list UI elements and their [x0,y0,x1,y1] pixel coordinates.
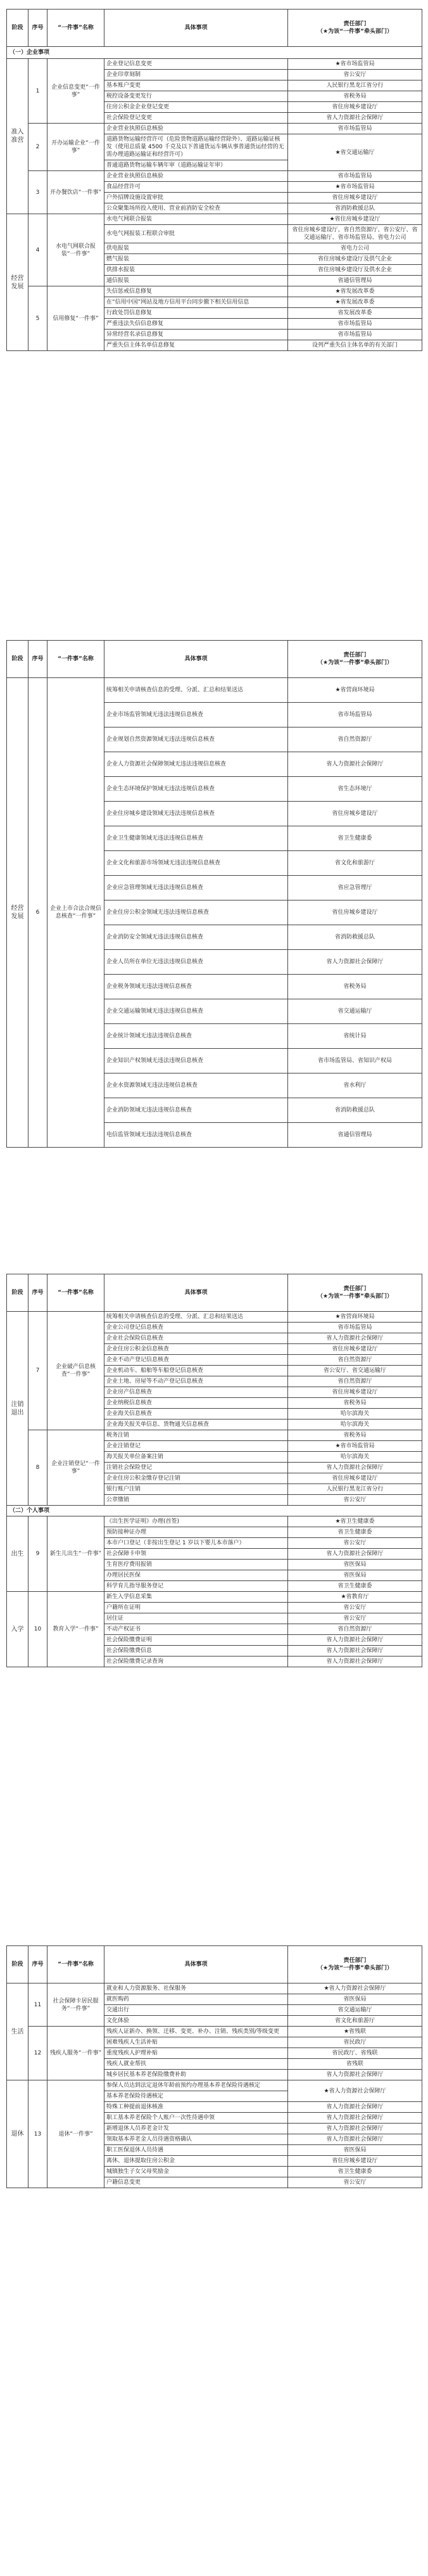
header-stage: 阶段 [7,1274,28,1312]
page-4 [6,1945,422,2188]
item-cell: 残疾人就业帮扶 [104,2059,288,2070]
item-cell: 社会保险缴费证明 [104,1635,288,1646]
item-cell: 社会保险登记变更 [104,113,288,124]
services-table-part-1 [6,9,422,351]
header-event: “一件事”名称 [47,10,104,47]
event-name: 水电气网联合报装“一件事” [47,214,104,286]
dept-cell: 省自然资源厅 [288,727,422,752]
page-2 [6,640,422,1148]
dept-cell: 省电力公司 [288,243,422,254]
table-header-row [7,641,422,678]
table-row [7,1516,422,1527]
item-cell: 税控设备变更发行 [104,91,288,102]
item-cell: 在“信用中国”网站及地方信用平台同步撤下相关信用信息 [104,297,288,308]
dept-cell: ★省市场监管局 [288,182,422,193]
item-cell: 异常经营名录信息修复 [104,330,288,340]
item-cell: 失信惩戒信息修复 [104,286,288,297]
item-cell: 企业统计领域无违法违规信息核查 [104,1024,288,1049]
event-name: 社会保障卡居民服务“一件事” [47,1983,104,2027]
table-row [7,286,422,297]
header-dept [288,641,422,678]
item-cell: 严重失信主体名单信息修复 [104,340,288,351]
dept-cell: 省医保局 [288,2145,422,2156]
dept-cell: 省自然资源厅 [288,1624,422,1635]
dept-cell: 省住房城乡建设厅及供水企业 [288,265,422,276]
item-cell: 企业市场监管领域无违法违规信息核查 [104,703,288,727]
dept-cell: 省公安厅 [288,1613,422,1624]
header-dept-title: 责任部门 [343,21,367,27]
item-cell: 社会保险缴费记录查询 [104,1656,288,1667]
dept-cell: 省住房城乡建设厅 [288,802,422,826]
item-cell: 生育医疗费用报销 [104,1560,288,1570]
item-cell: 科学育儿指导服务登记 [104,1581,288,1592]
table-row [7,2080,422,2091]
dept-cell: 省消防救援总队 [288,1098,422,1123]
item-cell: 企业文化和旅游市场领域无违法违规信息核查 [104,851,288,876]
item-cell: 企业登记信息变更 [104,59,288,70]
dept-cell: 省自然资源厅 [288,1355,422,1366]
item-cell: 企业知识产权领域无违法违规信息核查 [104,1049,288,1073]
item-cell: 食品经营许可 [104,182,288,193]
dept-cell: 省通信管理局 [288,1123,422,1148]
dept-cell: 省市场监管局、省知识产权局 [288,1049,422,1073]
item-cell: 统筹相关申请核查信息的受理、分派、汇总和结果送达 [104,678,288,703]
dept-cell: 省生态环境厅 [288,777,422,802]
dept-cell: 省民政厅、省残联 [288,2048,422,2059]
item-cell: 城乡居民基本养老保险缴费补助 [104,2070,288,2080]
dept-cell: 省文化和旅游厅 [288,851,422,876]
table-row [7,214,422,225]
event-name: 开办餐饮店“一件事” [47,171,104,214]
item-cell: 供电报装 [104,243,288,254]
item-cell: 新增退休人员养老金计发 [104,2124,288,2134]
stage-cell: 注销退出 [7,1312,28,1506]
dept-cell: 省通信管理局 [288,276,422,286]
item-cell: 燃气报装 [104,254,288,265]
table-row [7,59,422,70]
item-cell: 企业营业执照信息核验 [104,171,288,182]
item-cell: 《出生医学证明》办理(首签) [104,1516,288,1527]
header-stage: 阶段 [7,641,28,678]
dept-cell: ★省发展改革委 [288,286,422,297]
event-num: 9 [28,1516,47,1592]
dept-cell: ★省人力资源社会保障厅 [288,2080,422,2102]
item-cell: 道路货物运输经营许可（危险货物道路运输经营除外）、道路运输证核发（使用总质量 4500 千克及以下普通货运车辆从事普通货运经营的无需办理道路运输证和经营许可） [104,134,288,160]
dept-cell: 省税务局 [288,1430,422,1441]
table-row [7,1592,422,1603]
item-cell: 户籍所在证明 [104,1603,288,1613]
header-event: “一件事”名称 [47,641,104,678]
dept-cell: 省人力资源社会保障厅 [288,2102,422,2113]
header-seq: 序号 [28,10,47,47]
header-dept-title: 责任部门 [343,1286,367,1292]
section-row [7,47,422,59]
item-cell: 通信报装 [104,276,288,286]
dept-cell: 省统计局 [288,1024,422,1049]
dept-cell: 省发展改革委 [288,308,422,319]
table-row [7,171,422,182]
item-cell: 社会保障卡申领 [104,1549,288,1560]
dept-cell: 省消防救援总队 [288,203,422,214]
item-cell: 户籍信息变更 [104,2177,288,2188]
dept-cell: 省市场监管局 [288,124,422,134]
item-cell: 企业海关报关单信息、货物通关信息核查 [104,1419,288,1430]
item-cell: 公章缴销 [104,1495,288,1506]
item-cell: 住房公积金企业登记变更 [104,102,288,113]
dept-cell: 省人力资源社会保障厅 [288,1463,422,1473]
item-cell: 严重违法失信信息修复 [104,319,288,330]
dept-cell: 省市场监管局 [288,703,422,727]
item-cell: 企业住房城乡建设领域无违法违规信息核查 [104,802,288,826]
item-cell: 企业土地、房屋等不动产登记信息核查 [104,1376,288,1387]
item-cell: 企业社会保险信息核查 [104,1333,288,1344]
dept-cell: ★省营商环境局 [288,678,422,703]
item-cell: 企业消防安全领域无违法违规信息核查 [104,925,288,950]
dept-cell: 省住房城乡建设厅 [288,900,422,925]
item-cell: 税务注销 [104,1430,288,1441]
item-cell: 残疾人证新办、换领、迁移、变更、补办、注销、残疾类别/等级变更 [104,2027,288,2037]
page-3 [6,1274,422,1667]
event-name: 信用修复“一件事” [47,286,104,351]
dept-cell: 省住房城乡建设厅 [288,1344,422,1355]
event-num: 6 [28,678,47,1148]
item-cell: 企业住房公积金领域无违法违规信息核查 [104,900,288,925]
item-cell: 领取基本养老金人员待遇资格确认 [104,2134,288,2145]
event-name: 退休“一件事” [47,2080,104,2188]
dept-cell: 省人力资源社会保障厅 [288,1656,422,1667]
item-cell: 预防接种证办理 [104,1527,288,1538]
dept-cell: 省住房城乡建设厅 [288,1387,422,1398]
event-num: 12 [28,2027,47,2080]
event-name: 新生儿出生“一件事” [47,1516,104,1592]
item-cell: 企业人力资源社会保障领域无违法违规信息核查 [104,752,288,777]
dept-cell: ★省人力资源社会保障厅 [288,1983,422,1994]
event-num: 13 [28,2080,47,2188]
dept-cell: ★省发展改革委 [288,297,422,308]
item-cell: 参保人员达到法定退休年龄前预约办理基本养老保险待遇核定 [104,2080,288,2091]
dept-cell: 省人力资源社会保障厅 [288,2134,422,2145]
header-dept-title: 责任部门 [343,652,367,658]
item-cell: 水电气网报装工程联合审批 [104,225,288,243]
item-cell: 不动产权证书 [104,1624,288,1635]
header-seq: 序号 [28,1946,47,1983]
event-num: 1 [28,59,47,124]
item-cell: 基本养老保险待遇核定 [104,2091,288,2102]
dept-cell: 省人力资源社会保障厅 [288,752,422,777]
event-num: 4 [28,214,47,286]
item-cell: 困难残疾人生活补贴 [104,2037,288,2048]
event-num: 2 [28,124,47,171]
item-cell: 行政处罚信息修复 [104,308,288,319]
table-row [7,1312,422,1323]
item-cell: 企业税务领域无违法违规信息核查 [104,975,288,999]
item-cell: 统筹相关申请核查信息的受理、分派、汇总和结果送达 [104,1312,288,1323]
item-cell: 职工医保退休人员待遇 [104,2145,288,2156]
table-row [7,1430,422,1441]
event-name: 教育入学“一件事” [47,1592,104,1667]
header-seq: 序号 [28,1274,47,1312]
item-cell: 基本账户变更 [104,80,288,91]
table-row [7,2027,422,2037]
stage-cell: 准入准营 [7,59,28,214]
item-cell: 企业生态环境保护领域无违法违规信息核查 [104,777,288,802]
item-cell: 水电气网联合报装 [104,214,288,225]
dept-cell: 省民政厅 [288,2037,422,2048]
section-enterprise: （一）企业事项 [7,47,422,59]
item-cell: 企业公司登记信息核查 [104,1323,288,1333]
dept-cell: 省卫生健康委 [288,1581,422,1592]
dept-cell: 省住房城乡建设厅 [288,2156,422,2167]
dept-cell: 省交通运输厅 [288,999,422,1024]
dept-cell: 省公安厅 [288,2177,422,2188]
header-stage: 阶段 [7,1946,28,1983]
dept-cell: 省人力资源社会保障厅 [288,2113,422,2124]
dept-cell: ★省残联 [288,2027,422,2037]
page-1 [6,9,422,351]
dept-cell: 省公安厅 [288,70,422,80]
dept-cell: 省公安厅、省交通运输厅 [288,1366,422,1376]
event-name: 企业信息变更“一件事” [47,59,104,124]
dept-cell: 省医保局 [288,1994,422,2005]
dept-cell: 省税务局 [288,975,422,999]
item-cell: 企业营业执照信息核验 [104,124,288,134]
dept-cell: 人民银行黑龙江省分行 [288,1484,422,1495]
item-cell: 办理居民医保 [104,1570,288,1581]
dept-cell: 省人力资源社会保障厅 [288,2124,422,2134]
services-table-part-4 [6,1945,422,2188]
item-cell: 职工基本养老保险个人账户一次性待遇申领 [104,2113,288,2124]
event-name: 开办运输企业“一件事” [47,124,104,171]
services-table-part-2 [6,640,422,1148]
item-cell: 企业不动产登记信息核查 [104,1355,288,1366]
dept-cell: 省住房城乡建设厅 [288,102,422,113]
item-cell: 特殊工种提前退休核准 [104,2102,288,2113]
dept-cell: 省住房城乡建设厅 [288,1473,422,1484]
item-cell: 企业应急管理领域无违法违规信息核查 [104,876,288,900]
dept-cell: 省自然资源厅 [288,1376,422,1387]
dept-cell: 省市场监管局 [288,171,422,182]
item-cell: 企业规划自然资源领域无违法违规信息核查 [104,727,288,752]
header-dept-note: （★为该“一件事”牵头部门） [317,29,393,35]
table-header-row [7,1946,422,1983]
item-cell: 公众聚集场所投入使用、营业前消防安全检查 [104,203,288,214]
table-header-row [7,10,422,47]
item-cell: 海关报关单位备案注销 [104,1452,288,1463]
item-cell: 户外招牌设施设置审批 [104,193,288,203]
item-cell: 居住证 [104,1613,288,1624]
header-event: “一件事”名称 [47,1274,104,1312]
item-cell: 企业海关信息核查 [104,1409,288,1419]
dept-cell: 省人力资源社会保障厅 [288,950,422,975]
section-row [7,1506,422,1516]
dept-cell: 省住房城乡建设厅及供气企业 [288,254,422,265]
dept-cell: 省医保局 [288,1570,422,1581]
item-cell: 社会保险缴费信息 [104,1646,288,1656]
event-num: 3 [28,171,47,214]
item-cell: 企业交通运输领域无违法违规信息核查 [104,999,288,1024]
stage-cell: 经营发展 [7,214,28,351]
dept-cell: 省市场监管局 [288,1323,422,1333]
dept-cell: 省文化和旅游厅 [288,2016,422,2027]
dept-cell: 哈尔滨海关 [288,1409,422,1419]
dept-cell: 省人力资源社会保障厅 [288,1333,422,1344]
item-cell: 企业水资源领域无违法违规信息核查 [104,1073,288,1098]
event-num: 8 [28,1430,47,1506]
dept-cell: 省住房城乡建设厅 [288,193,422,203]
dept-cell: ★省营商环境局 [288,1312,422,1323]
item-cell: 文化体验 [104,2016,288,2027]
header-item: 具体事项 [104,1946,288,1983]
stage-cell: 入学 [7,1592,28,1667]
header-seq: 序号 [28,641,47,678]
dept-cell: 省卫生健康委 [288,826,422,851]
item-cell: 就医购药 [104,1994,288,2005]
item-cell: 供排水报装 [104,265,288,276]
item-cell: 城镇独生子女父母奖励金 [104,2167,288,2177]
dept-cell: 省公安厅 [288,1495,422,1506]
dept-cell: 设列严重失信主体名单的有关部门 [288,340,422,351]
dept-cell: 省人力资源社会保障厅 [288,113,422,124]
header-dept [288,10,422,47]
header-item: 具体事项 [104,641,288,678]
item-cell: 企业人员所在单位无违法违规信息核查 [104,950,288,975]
dept-cell: 省残联 [288,2059,422,2070]
dept-cell: ★省市场监管局 [288,59,422,70]
table-row [7,1983,422,1994]
stage-cell: 出生 [7,1516,28,1592]
section-personal: （二）个人事项 [7,1506,422,1516]
header-event: “一件事”名称 [47,1946,104,1983]
header-stage: 阶段 [7,10,28,47]
dept-cell: 省人力资源社会保障厅 [288,1549,422,1560]
event-name: 残疾人服务“一件事” [47,2027,104,2080]
dept-cell: 省卫生健康委 [288,2167,422,2177]
dept-cell: 省市场监管局 [288,330,422,340]
dept-cell: 省人力资源社会保障厅 [288,2070,422,2080]
dept-cell: 省应急管理厅 [288,876,422,900]
dept-cell: 省交通运输厅 [288,2005,422,2016]
event-name: 企业上市合法合规信息核查“一件事” [47,678,104,1148]
event-name: 企业注销登记“一件事” [47,1430,104,1506]
item-cell: 企业注销登记 [104,1441,288,1452]
item-cell: 企业房产信息核查 [104,1387,288,1398]
dept-cell: ★省交通运输厅 [288,134,422,171]
item-cell: 离休、退休提取住房公积金 [104,2156,288,2167]
table-row [7,124,422,134]
header-dept-note: （★为该“一件事”牵头部门） [317,1965,393,1971]
item-cell: 就业和人力资源服务、社保服务 [104,1983,288,1994]
dept-cell: 哈尔滨海关 [288,1452,422,1463]
item-cell: 企业印章刻制 [104,70,288,80]
dept-cell: 省税务局 [288,91,422,102]
dept-cell: 省消防救援总队 [288,925,422,950]
event-name: 企业破产信息核查“一件事” [47,1312,104,1430]
header-dept-title: 责任部门 [343,1958,367,1964]
dept-cell: 省卫生健康委 [288,1527,422,1538]
dept-cell: ★省卫生健康委 [288,1516,422,1527]
event-num: 10 [28,1592,47,1667]
header-dept [288,1274,422,1312]
dept-cell: 省水利厅 [288,1073,422,1098]
dept-cell: ★省教育厅 [288,1592,422,1603]
item-cell: 新生入学信息采集 [104,1592,288,1603]
services-table-part-3 [6,1274,422,1667]
event-num: 5 [28,286,47,351]
header-dept-note: （★为该“一件事”牵头部门） [317,1293,393,1300]
dept-cell: 省公安厅 [288,1603,422,1613]
dept-cell: ★省住房城乡建设厅 [288,214,422,225]
item-cell: 交通出行 [104,2005,288,2016]
item-cell: 企业卫生健康领域无违法违规信息核查 [104,826,288,851]
item-cell: 企业纳税信息核查 [104,1398,288,1409]
header-dept-note: （★为该“一件事”牵头部门） [317,660,393,666]
event-num: 11 [28,1983,47,2027]
item-cell: 企业消防领域无违法违规信息核查 [104,1098,288,1123]
dept-cell: 省税务局 [288,1398,422,1409]
item-cell: 本市户口登记（非按出生登记 1 岁以下婴儿本市落户） [104,1538,288,1549]
dept-cell: 省医保局 [288,1560,422,1570]
header-item: 具体事项 [104,1274,288,1312]
item-cell: 普通道路货物运输车辆年审（道路运输证年审） [104,160,288,171]
item-cell: 电信监管领域无违法违规信息核查 [104,1123,288,1148]
table-header-row [7,1274,422,1312]
stage-cell: 退休 [7,2080,28,2188]
dept-cell: 省公安厅 [288,1538,422,1549]
header-item: 具体事项 [104,10,288,47]
item-cell: 企业住房公积金信息核查 [104,1344,288,1355]
dept-cell: 省人力资源社会保障厅 [288,1635,422,1646]
stage-cell: 经营发展 [7,678,28,1148]
dept-cell: 省人力资源社会保障厅 [288,1646,422,1656]
event-num: 7 [28,1312,47,1430]
item-cell: 重度残疾人护理补贴 [104,2048,288,2059]
dept-cell: ★省市场监管局 [288,1441,422,1452]
item-cell: 注销社会保险登记 [104,1463,288,1473]
stage-cell: 生活 [7,1983,28,2080]
header-dept [288,1946,422,1983]
item-cell: 企业机动车、船舶等车船登记信息核查 [104,1366,288,1376]
dept-cell: 省住房城乡建设厅、省自然资源厅、省公安厅、省交通运输厅、省市场监管局、省电力公司 [288,225,422,243]
table-row [7,678,422,703]
dept-cell: 哈尔滨海关 [288,1419,422,1430]
dept-cell: 人民银行黑龙江省分行 [288,80,422,91]
dept-cell: 省市场监管局 [288,319,422,330]
item-cell: 银行账户注销 [104,1484,288,1495]
item-cell: 企业住房公积金缴存登记注销 [104,1473,288,1484]
